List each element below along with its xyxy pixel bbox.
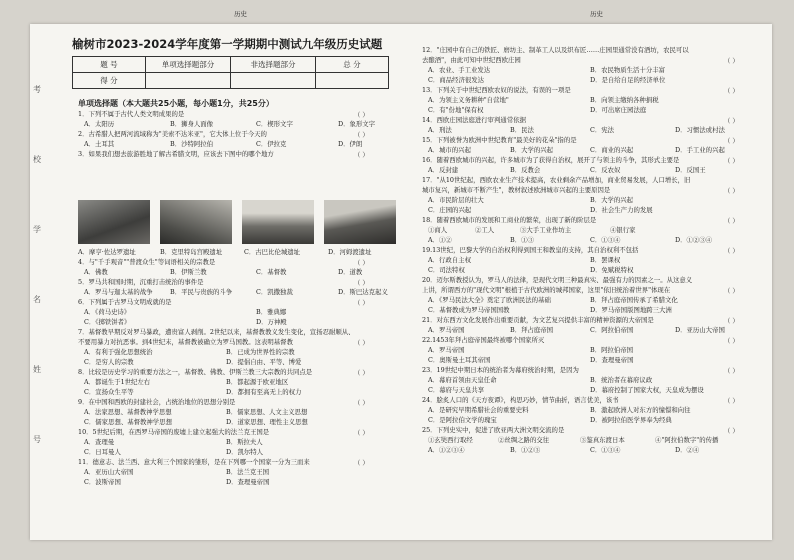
question-line: B．反教会 (510, 166, 541, 174)
question-line: B．阿拉伯帝国 (590, 346, 634, 354)
score-header-cell: 总 分 (316, 57, 389, 73)
question-line: 17．"从10世纪起，西欧农业生产技术提高，农业剩余产品增加，商业贸易发展，人口增长，旧 (422, 176, 691, 184)
question-line: A．法家思想、基督教神学思想 (84, 408, 172, 416)
question-line: C．商业的兴起 (590, 146, 634, 154)
question-line: D．社会生产力的发展 (590, 206, 653, 214)
question-line: C．是阿拉伯文学的瑰宝 (428, 416, 497, 424)
question-line: ③大手工业作坊主 (520, 226, 572, 234)
question-line: B．农民物质生活十分丰富 (590, 66, 665, 74)
question-line: A．都诞生于1世纪左右 (84, 378, 151, 386)
question-line: C．司法特权 (428, 266, 465, 274)
question-line: B．法兰克王国 (226, 468, 270, 476)
answer-parentheses[interactable]: （ ） (724, 217, 739, 225)
question-line: C．宪法 (590, 126, 615, 134)
question-line: D．河姆渡遗址 (328, 248, 372, 256)
question-line: B．都起源于欧亚地区 (226, 378, 289, 386)
question-line: 25．下列史实中，促进了欧亚两大洲文明交流的是 (422, 426, 565, 434)
question-line: B．斯拉夫人 (226, 438, 263, 446)
answer-parentheses[interactable]: （ ） (354, 151, 369, 159)
question-line: D．斯巴达克起义 (338, 288, 388, 296)
question-line: B．狮身人面像 (170, 120, 214, 128)
answer-parentheses[interactable]: （ ） (354, 399, 369, 407)
answer-parentheses[interactable]: （ ） (354, 111, 369, 119)
question-line: 24．脍炙人口的《天方夜谭》，构思巧妙，情节曲折，语言优美，该书 (422, 396, 619, 404)
question-line: D．①②③④ (675, 236, 713, 244)
answer-parentheses[interactable]: （ ） (354, 279, 369, 287)
question-line: B．民法 (510, 126, 534, 134)
question-line: ③鉴真东渡日本 (580, 436, 625, 444)
question-line: C．《掷铁饼者》 (84, 318, 131, 326)
question-line: D．罗马帝国版图地跨三大洲 (590, 306, 672, 314)
question-line: C．阿拉伯帝国 (590, 326, 634, 334)
question-line: C．楔形文字 (256, 120, 293, 128)
question-line: 5．罗马共和国时期，沉重打击统治的事件是 (78, 278, 204, 286)
question-line: A．太阳历 (84, 120, 115, 128)
question-line: A．行政自主权 (428, 256, 471, 264)
binding-label: 学 (33, 225, 41, 234)
question-line: 13．下列关于中世纪西欧农奴的说法，有误的一项是 (422, 86, 571, 94)
question-line: C．基督教 (256, 268, 287, 276)
question-line: ②工人 (475, 226, 495, 234)
question-line: A．摩亨·佐达罗遗址 (78, 248, 136, 256)
photo-mohenjo-daro (78, 200, 150, 244)
question-line: ①玄奘西行取经 (428, 436, 473, 444)
answer-parentheses[interactable]: （ ） (724, 337, 739, 345)
exam-sheet (30, 10, 772, 540)
question-line: C．是穷人的宗教 (84, 358, 134, 366)
binding-label: 姓 (33, 365, 41, 374)
question-line: B．向领主缴纳各种捐税 (590, 96, 659, 104)
question-line: A．刑法 (428, 126, 452, 134)
question-line: 1．下列不属于古代人类文明成果的是 (78, 110, 185, 118)
question-line: 18．随着西欧城市的发展和工商业的繁荣，出现了新的阶层是 (422, 216, 597, 224)
question-line: 6．下列属于古罗马文明成就的是 (78, 298, 172, 306)
question-line: 19.13世纪，巴黎大学的自治权利得到国王和教皇的支持，其自治权利不包括 (422, 246, 639, 254)
question-line: A．《荷马史诗》 (84, 308, 131, 316)
question-line: A．有利于强化思想统治 (84, 348, 153, 356)
question-line: D．查理曼帝国 (590, 356, 634, 364)
question-line: A．城市的兴起 (428, 146, 471, 154)
question-line: 21．对东西方文化发展作出重要贡献，为文艺复兴提供丰富的精神资源的大帝国是 (422, 316, 654, 324)
question-line: 7．基督教早期反对罗马暴政，遭贵富人剥削。2世纪以来，基督教教义发生变化，宣扬忍耐顺从、 (78, 328, 355, 336)
photo-babylon (242, 200, 314, 244)
question-line: 9．在中国和西欧的封建社会，占统治地位的思想分别是 (78, 398, 236, 406)
question-line: 12．"庄园中有自己的铁匠、磨坊主、制革工人以及织布匠……庄园里通常没有酒坊，农民可以 (422, 46, 689, 54)
binding-label: 考 (33, 85, 41, 94)
question-line: D．道家思想、理性主义思想 (226, 418, 308, 426)
question-line: A．幕府首领由天皇任命 (428, 376, 497, 384)
answer-parentheses[interactable]: （ ） (724, 187, 739, 195)
question-line: ④银行家 (610, 226, 636, 234)
question-line: B．已成为世界性的宗教 (226, 348, 295, 356)
question-line: D．习惯法或村法 (675, 126, 725, 134)
question-line: A．佛教 (84, 268, 108, 276)
question-line: 3．如果我们想去旅游胜地了解古希腊文明，应该去下图中的哪个地方 (78, 150, 274, 158)
question-line: D．象形文字 (338, 120, 376, 128)
question-line: B．克里特岛宫殿遗址 (160, 248, 223, 256)
answer-parentheses[interactable]: （ ） (724, 317, 739, 325)
question-line: A．亚历山大帝国 (84, 468, 134, 476)
question-line: C．反农奴 (590, 166, 621, 174)
question-line: ②丝绸之路的交往 (498, 436, 550, 444)
question-line: 2．古希腊人把两河流域称为"美索不达米亚"，它大体上位于今天的 (78, 130, 267, 138)
page-footer-right: 历史 (590, 10, 603, 18)
answer-parentheses[interactable]: （ ） (724, 367, 739, 375)
question-line: C．商品经济很发达 (428, 76, 485, 84)
score-table (72, 56, 389, 89)
question-line: B．统治者在幕府议政 (590, 376, 653, 384)
question-line: D．凯尔特人 (226, 448, 264, 456)
question-line: B．大学的兴起 (590, 196, 634, 204)
question-line: C．幕府与天皇共享 (428, 386, 485, 394)
question-line: C．①③④ (590, 236, 621, 244)
question-line: B．激起欧洲人对东方的憧憬和向往 (590, 406, 691, 414)
question-line: A．《罗马民法大全》奠定了欧洲民法的基础 (428, 296, 551, 304)
answer-parentheses[interactable]: （ ） (354, 131, 369, 139)
question-line: B．伊斯兰教 (170, 268, 207, 276)
question-line: B．雅典娜 (256, 308, 287, 316)
binding-margin (30, 24, 46, 540)
page-footer-left: 历史 (234, 10, 247, 18)
question-line: 15．下列被誉为欧洲中世纪教育"最美好的花朵"指的是 (422, 136, 577, 144)
question-line: D．道教 (338, 268, 363, 276)
question-line: 不要用暴力对抗恶事。到4世纪末，基督教被确立为罗马国教。这表明基督教 (78, 338, 293, 346)
question-line: B．①③ (510, 236, 534, 244)
answer-parentheses[interactable]: （ ） (354, 369, 369, 377)
question-line: A．罗马与迦太基的战争 (84, 288, 153, 296)
question-line: B．儒家思想、人文主义思想 (226, 408, 308, 416)
score-row-label: 得 分 (73, 73, 146, 89)
answer-parentheses[interactable]: （ ） (724, 287, 739, 295)
score-header-cell: 题 号 (73, 57, 146, 73)
question-line: D．提倡自由、平等、博爱 (226, 358, 302, 366)
question-line: A．罗马帝国 (428, 326, 465, 334)
question-line: D．可出席庄园法庭 (590, 106, 647, 114)
answer-parentheses[interactable]: （ ） (354, 339, 369, 347)
question-line: B．拜占庭帝国传承了希腊文化 (590, 296, 678, 304)
question-line: D．都拥有至高无上的权力 (226, 388, 302, 396)
question-line: D．免赋税特权 (590, 266, 634, 274)
question-line: B．①②③ (510, 446, 541, 454)
question-line: C．①③④ (590, 446, 621, 454)
question-line: D．反国王 (675, 166, 706, 174)
question-line: 上讲，所谓西方的"现代文明"根植于古代欧洲的城邦国家，这里"依旧统治着世界"体现在 (422, 286, 671, 294)
question-line: D．亚历山大帝国 (675, 326, 725, 334)
question-line: 8．比较是历史学习的重要方法之一，基督教、佛教、伊斯兰教三大宗教的共同点是 (78, 368, 313, 376)
question-line: A．土耳其 (84, 140, 115, 148)
question-line: A．市民阶层的壮大 (428, 196, 484, 204)
score-header-cell: 单项选择题部分 (146, 57, 231, 73)
question-line: D．被阿拉伯医学界奉为经典 (590, 416, 672, 424)
score-cell[interactable] (231, 73, 316, 89)
question-line: C．伊拉克 (256, 140, 287, 148)
question-line: ④"阿拉伯数字"的传播 (655, 436, 719, 444)
answer-parentheses[interactable]: （ ） (724, 57, 739, 65)
question-line: 去酿酒"，由此可知中世纪西欧庄园 (422, 56, 521, 64)
question-line: D．②④ (675, 446, 700, 454)
answer-parentheses[interactable]: （ ） (354, 429, 369, 437)
exam-title: 榆树市2023-2024学年度第一学期期中测试九年级历史试题 (72, 37, 383, 51)
answer-parentheses[interactable]: （ ） (724, 87, 739, 95)
question-line: A．反封建 (428, 166, 459, 174)
question-line: C．凯撒独裁 (256, 288, 293, 296)
question-line: D．万神殿 (256, 318, 287, 326)
question-line: D．伊朗 (338, 140, 363, 148)
question-line: D．查理曼帝国 (226, 478, 270, 486)
question-line: 16．随着西欧城市的兴起，许多城市为了获得自治权，展开了与领主的斗争，其形式主要是 (422, 156, 680, 164)
question-line: A．①② (428, 236, 452, 244)
question-line: A．查理曼 (84, 438, 115, 446)
answer-parentheses[interactable]: （ ） (354, 299, 369, 307)
question-line: A．①②③④ (428, 446, 465, 454)
binding-label: 校 (33, 155, 41, 164)
question-line: B．拜占庭帝国 (510, 326, 554, 334)
answer-parentheses[interactable]: （ ） (724, 397, 739, 405)
question-line: 4．与"千手观音""普渡众生"等词语相关的宗教是 (78, 258, 216, 266)
score-cell[interactable] (316, 73, 389, 89)
question-line: 20．迈尔斯教授认为，罗马人的法律，是现代文明三种最真实、最强有力的因素之一。从这意义 (422, 276, 693, 284)
answer-parentheses[interactable]: （ ） (724, 247, 739, 255)
answer-parentheses[interactable]: （ ） (724, 117, 739, 125)
binding-label: 名 (33, 295, 41, 304)
answer-parentheses[interactable]: （ ） (354, 459, 369, 467)
question-line: 10．5世纪后期，在西罗马帝国的废墟上建立起强大的法兰克王国是 (78, 428, 270, 436)
question-line: B．大学的兴起 (510, 146, 554, 154)
binding-label: 号 (33, 435, 41, 444)
question-line: C．基督教成为罗马帝国国教 (428, 306, 510, 314)
question-line: D．幕府控制了国家大权，天皇成为摆设 (590, 386, 704, 394)
score-cell[interactable] (146, 73, 231, 89)
question-line: C．奥斯曼土耳其帝国 (428, 356, 491, 364)
question-line: C．有"份地"保有权 (428, 106, 484, 114)
question-line: D．手工业的兴起 (675, 146, 725, 154)
question-line: 23．19世纪中期日本的统治者为幕府统治时期，是因为 (422, 366, 579, 374)
score-header-cell: 非选择题部分 (231, 57, 316, 73)
answer-parentheses[interactable]: （ ） (724, 137, 739, 145)
photo-hemudu (324, 200, 396, 244)
section-header: 单项选择题（本大题共25小题，每小题1分，共25分） (78, 99, 274, 108)
question-line: 14．西欧庄园法庭进行审判通常依据 (422, 116, 526, 124)
question-3-photos (78, 200, 396, 245)
question-line: ①商人 (428, 226, 448, 234)
question-line: B．罢课权 (590, 256, 621, 264)
question-line: 城市复兴，新城市不断产生"，教材叙述欧洲城市兴起的主要原因是 (422, 186, 611, 194)
answer-parentheses[interactable]: （ ） (724, 427, 739, 435)
question-line: C．古巴比伦城遗址 (244, 248, 301, 256)
answer-parentheses[interactable]: （ ） (724, 157, 739, 165)
question-line: C．日耳曼人 (84, 448, 121, 456)
question-line: C．庄园的兴起 (428, 206, 472, 214)
question-line: 22.1453年拜占庭帝国最终被哪个国家所灭 (422, 336, 545, 344)
question-line: C．宣扬众生平等 (84, 388, 134, 396)
question-line: A．农业、手工业发达 (428, 66, 491, 74)
question-line: D．是自给自足的经济单位 (590, 76, 666, 84)
photo-knossos-palace (160, 200, 232, 244)
question-line: A．是研究早期希腊社会的重要史料 (428, 406, 529, 414)
question-line: 11．德意志、法兰西、意大利三个国家的雏形，是在下列哪一个国家一分为三而来 (78, 458, 310, 466)
question-line: A．罗马帝国 (428, 346, 465, 354)
answer-parentheses[interactable]: （ ） (354, 259, 369, 267)
question-line: C．波斯帝国 (84, 478, 121, 486)
question-line: A．为领主义务耕种"自营地" (428, 96, 509, 104)
question-line: B．沙特阿拉伯 (170, 140, 214, 148)
question-line: B．平民与贵族的斗争 (170, 288, 233, 296)
question-line: C．儒家思想、基督教神学思想 (84, 418, 172, 426)
